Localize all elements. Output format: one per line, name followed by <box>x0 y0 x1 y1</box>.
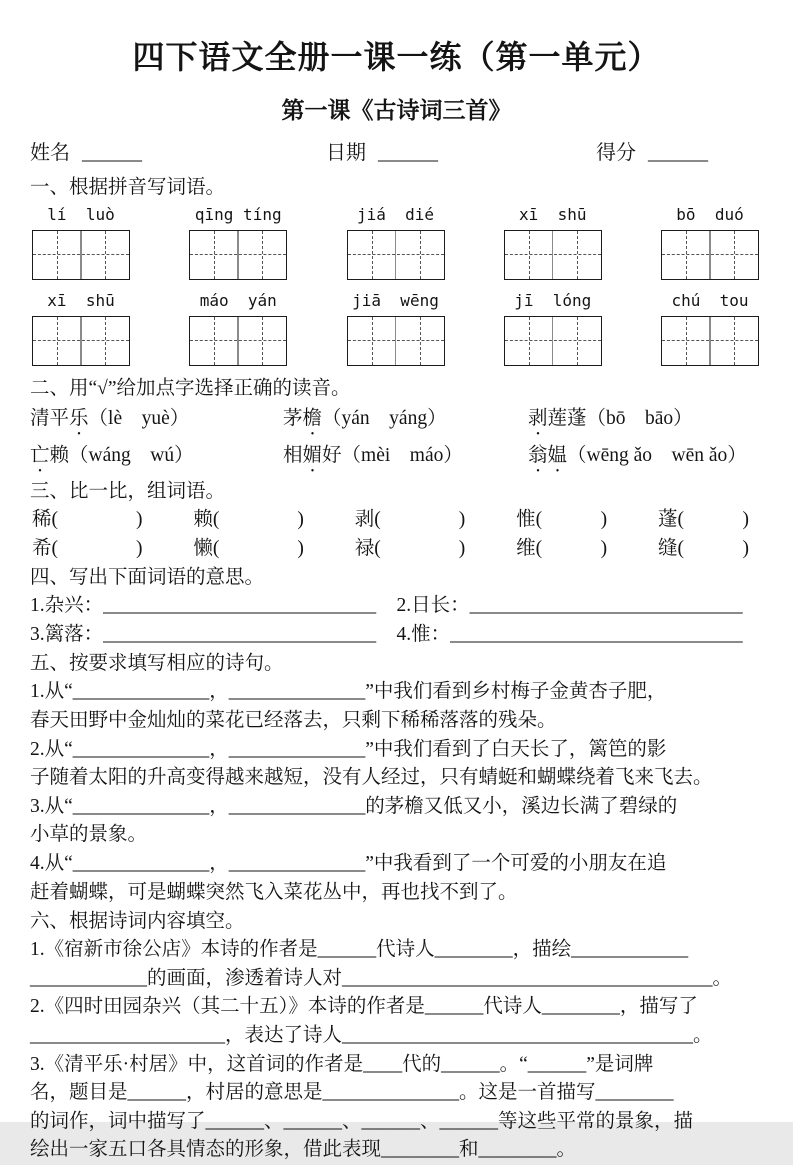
question-line: 3.《清平乐·村居》中，这首词的作者是____代的______。“______”是词牌 <box>30 1053 654 1075</box>
pinyin-group <box>661 290 759 366</box>
pinyin-writing-box <box>504 230 602 280</box>
dotted-char: 翁媪 <box>528 445 568 466</box>
phonetic-post: 莲蓬（bō bāo） <box>547 408 693 429</box>
pinyin-label: lí luò <box>47 205 115 224</box>
grid-line <box>709 317 711 365</box>
pinyin-row-1 <box>30 202 763 280</box>
phonetic-post: 好（mèi máo） <box>322 445 463 466</box>
section-4-heading: 四、写出下面词语的意思。 <box>30 567 265 589</box>
phonetic-item <box>283 440 528 477</box>
grid-line <box>372 317 373 365</box>
grid-line <box>237 231 239 279</box>
question-line: 的词作，词中描写了______、______、______、______等这些平常的景象，描 <box>30 1110 694 1132</box>
grid-line <box>686 317 687 365</box>
name-label: 姓名 <box>30 142 70 164</box>
phonetic-item <box>528 403 763 440</box>
grid-line <box>420 231 421 279</box>
grid-line <box>262 231 263 279</box>
word-meaning-item: 1.杂兴：____________________________ <box>30 595 377 617</box>
question-line: 2.从“______________，______________”中我们看到了白天长了，篱笆的影 <box>30 738 667 760</box>
pinyin-writing-box <box>32 230 130 280</box>
phonetic-post: （wēng ǎo wēn ǎo） <box>567 445 747 466</box>
question-line: 3.从“______________，______________的茅檐又低又小，溪边长满了碧绿的 <box>30 795 678 817</box>
grid-line <box>237 317 239 365</box>
question-line: 1.《宿新市徐公店》本诗的作者是______代诗人________，描绘____________ <box>30 939 689 961</box>
question-line: 春天田野中金灿灿的菜花已经落去，只剩下稀稀落落的残朵。 <box>30 709 557 731</box>
grid-line <box>734 317 735 365</box>
dotted-char: 媚 <box>302 445 323 466</box>
question-line: 2.《四时田园杂兴（其二十五）》本诗的作者是______代诗人________，描写了 <box>30 996 698 1018</box>
date-label: 日期 <box>326 142 366 164</box>
pinyin-label: qīng tíng <box>194 205 282 224</box>
score-blank: ______ <box>648 142 708 164</box>
grid-line <box>552 231 554 279</box>
question-line: 小草的景象。 <box>30 824 148 846</box>
grid-line <box>420 317 421 365</box>
word-compare-cell: 惟( ) <box>516 509 608 530</box>
phonetic-post: （yán yáng） <box>322 408 447 429</box>
word-compare-cell: 蓬( ) <box>658 509 749 530</box>
pinyin-group <box>504 204 602 280</box>
meta-row <box>30 139 763 167</box>
section-5-heading: 五、按要求填写相应的诗句。 <box>30 653 284 675</box>
section-3-heading: 三、比一比，组词语。 <box>30 481 226 502</box>
question-line: 1.从“______________，______________”中我们看到乡村梅子金黄杏子肥， <box>30 681 667 703</box>
pinyin-group <box>504 290 602 366</box>
pinyin-label: jiá dié <box>356 205 435 224</box>
question-line: 子随着太阳的升高变得越来越短，没有人经过，只有蜻蜓和蝴蝶绕着飞来飞去。 <box>30 767 713 789</box>
pinyin-label: bō duó <box>676 205 744 224</box>
pinyin-writing-box <box>347 316 445 366</box>
word-meaning-item: 3.篱落：____________________________ <box>30 623 377 645</box>
phonetic-item <box>528 440 763 477</box>
grid-line <box>80 231 82 279</box>
date-field <box>326 139 596 167</box>
word-meaning-grid <box>30 592 763 649</box>
pinyin-group <box>32 290 130 366</box>
grid-line <box>529 317 530 365</box>
pinyin-label: chú tou <box>671 291 749 310</box>
word-compare-cell: 维( ) <box>516 537 608 559</box>
pinyin-writing-box <box>189 316 287 366</box>
word-compare-cell: 希( ) <box>32 537 143 559</box>
pinyin-writing-box <box>189 230 287 280</box>
page-subtitle: 第一课《古诗词三首》 <box>281 98 512 123</box>
pinyin-label: jiā wēng <box>352 291 439 310</box>
pinyin-group <box>661 204 759 280</box>
dotted-char: 乐 <box>69 408 89 429</box>
grid-line <box>57 317 58 365</box>
word-compare-cell: 懒( ) <box>193 537 304 559</box>
pinyin-writing-box <box>32 316 130 366</box>
pinyin-group <box>347 204 445 280</box>
phonetic-choice-grid <box>30 403 763 477</box>
phonetic-pre: 茅 <box>283 408 303 429</box>
grid-line <box>105 317 106 365</box>
word-compare-row-2 <box>30 535 763 564</box>
grid-line <box>395 317 397 365</box>
phonetic-item <box>283 403 528 440</box>
grid-line <box>372 231 373 279</box>
phonetic-post: 赖（wáng wú） <box>49 445 194 466</box>
name-blank: ______ <box>82 142 142 164</box>
grid-line <box>105 231 106 279</box>
phonetic-post: （lè yuè） <box>88 408 190 429</box>
pinyin-group <box>32 204 130 280</box>
pinyin-label: xī shū <box>519 205 587 224</box>
question-line: 4.从“______________，______________”中我看到了一个可爱的小朋友在追 <box>30 852 667 874</box>
date-blank: ______ <box>378 142 438 164</box>
grid-line <box>709 231 711 279</box>
question-line: ____________________，表达了诗人____________________________________。 <box>30 1024 713 1046</box>
pinyin-group <box>189 290 287 366</box>
section-1-heading: 一、根据拼音写词语。 <box>30 177 226 198</box>
word-compare-cell: 禄( ) <box>354 537 466 559</box>
grid-line <box>262 317 263 365</box>
grid-line <box>734 231 735 279</box>
pinyin-row-2 <box>30 288 763 366</box>
question-line: 绘出一家五口各具情态的形象，借此表现________和________。 <box>30 1139 577 1161</box>
phonetic-item <box>30 403 283 440</box>
pinyin-writing-box <box>661 316 759 366</box>
word-compare-cell: 稀( ) <box>32 509 143 530</box>
pinyin-writing-box <box>347 230 445 280</box>
dotted-char: 亡 <box>30 445 50 466</box>
pinyin-label: xī shū <box>47 291 115 310</box>
phonetic-pre: 清平 <box>30 408 70 429</box>
word-compare-cell: 剥( ) <box>354 509 466 530</box>
score-label: 得分 <box>596 142 636 164</box>
question-line: 名，题目是______，村居的意思是______________。这是一首描写________ <box>30 1082 674 1104</box>
grid-line <box>395 231 397 279</box>
page-title: 四下语文全册一课一练（第一单元） <box>132 39 661 75</box>
phonetic-pre: 相 <box>283 445 303 466</box>
question-line: ____________的画面，渗透着诗人对______________________________________。 <box>30 967 733 989</box>
grid-line <box>577 317 578 365</box>
pinyin-writing-box <box>661 230 759 280</box>
question-line: 赶着蝴蝶，可是蝴蝶突然飞入菜花丛中，再也找不到了。 <box>30 881 518 903</box>
pinyin-group <box>189 204 287 280</box>
grid-line <box>57 231 58 279</box>
grid-line <box>214 317 215 365</box>
word-compare-cell: 赖( ) <box>193 509 304 530</box>
word-compare-cell: 缝( ) <box>658 537 749 559</box>
word-meaning-item: 2.日长：____________________________ <box>396 595 743 617</box>
pinyin-writing-box <box>504 316 602 366</box>
grid-line <box>80 317 82 365</box>
section-6-heading: 六、根据诗词内容填空。 <box>30 911 245 933</box>
score-field <box>596 139 763 167</box>
grid-line <box>577 231 578 279</box>
word-meaning-item: 4.惟：______________________________ <box>396 623 743 645</box>
section-2-heading: 二、用“√”给加点字选择正确的读音。 <box>30 378 351 399</box>
pinyin-label: máo yán <box>199 291 277 310</box>
grid-line <box>552 317 554 365</box>
dotted-char: 檐 <box>302 408 323 429</box>
pinyin-group <box>347 290 445 366</box>
word-compare-row-1 <box>30 506 763 535</box>
dotted-char: 剥 <box>528 408 548 429</box>
grid-line <box>529 231 530 279</box>
grid-line <box>214 231 215 279</box>
pinyin-label: jī lóng <box>514 291 592 310</box>
phonetic-item <box>30 440 283 477</box>
grid-line <box>686 231 687 279</box>
name-field <box>30 139 326 167</box>
